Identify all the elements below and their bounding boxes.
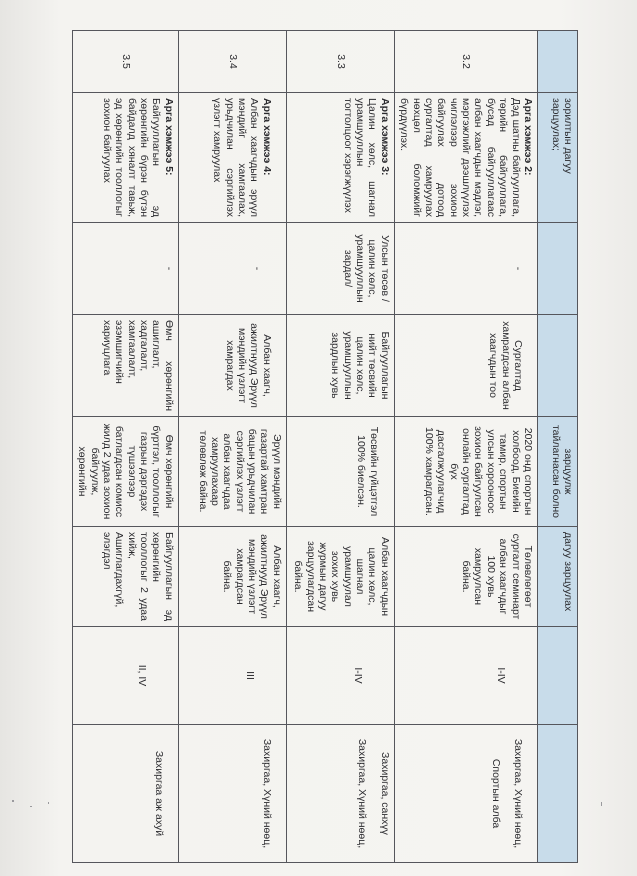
indicator-cell: Байгууллагын нийт төсвийн цалин хөлс, урамшууллын зардлын хувь bbox=[286, 315, 394, 417]
table-row bbox=[394, 31, 537, 863]
header-cell-action: зорилтын дагуу зарцуулах; bbox=[538, 93, 578, 223]
header-cell-period bbox=[538, 627, 578, 725]
action-cell bbox=[72, 93, 178, 223]
table-row bbox=[72, 31, 178, 863]
budget-cell: - bbox=[394, 223, 537, 315]
table-row bbox=[178, 31, 286, 863]
current-status-cell: Өмч хөрөнгийн бүртгэл, тооллогыг газрын дэргэдэх түшээлээр батлагдсан комисс жилд 2 удаа зохион байгуулж, хөрөнгийн bbox=[72, 417, 178, 527]
current-status-cell: Эрүүл мэндийн газартай хамтран бацын урьдчилан сэргийлэх үзлэгт албан хаагчдаа хамруулахаар төлөвлөж байна. bbox=[178, 417, 286, 527]
target-cell: Албан хаагчдын цалин хөлс, шагнал урамшуулал зохих хувь журмын дагуу зарцуулагдсан байна. bbox=[286, 527, 394, 627]
target-cell: Төлөвлөгөөт сургалт семинарт албан хаагчдыг 100 хувь хамруулсан байна. bbox=[394, 527, 537, 627]
action-title: Арга хэмжээ 3: bbox=[378, 98, 391, 176]
current-status-cell: 2020 онд спортын холбоод, Биеийн тамир, спортын улсын хорооноос зохион байгуулсан онлайн сургалтад бүх дасгалжуулагчид 100% хамрагдсан. bbox=[394, 417, 537, 527]
header-cell-current: зарцуулж тайлагнасан болно bbox=[538, 417, 578, 527]
responsible-cell bbox=[286, 725, 394, 863]
responsible-unit: Захиргаа аж ахуй bbox=[152, 750, 165, 837]
scan-speck bbox=[601, 802, 602, 806]
row-number: 3.3 bbox=[286, 31, 394, 93]
table-header-row bbox=[538, 31, 578, 863]
responsible-cell bbox=[72, 725, 178, 863]
period-cell: I-IV bbox=[286, 627, 394, 725]
header-cell-budget bbox=[538, 223, 578, 315]
plan-table bbox=[72, 30, 578, 863]
responsible-cell bbox=[178, 725, 286, 863]
action-cell bbox=[178, 93, 286, 223]
budget-cell: Улсын төсөв /цалин хөлс, урамшууллын зардал/ bbox=[286, 223, 394, 315]
action-title: Арга хэмжээ 2: bbox=[522, 98, 534, 176]
indicator-cell: Албан хаагч, ажилтнууд Эрүүл мэндийн үзлэгт хамрагдах bbox=[178, 315, 286, 417]
header-cell-num bbox=[538, 31, 578, 93]
table-row bbox=[286, 31, 394, 863]
period-cell: II, IV bbox=[72, 627, 178, 725]
action-description: Албан хаагчдын эрүүл мэндийг хамгаалах, урьдчилан сэргийлэх үзлэгт хамруулах bbox=[211, 98, 261, 217]
responsible-unit-secondary: Захиргаа, Хүний нөөц, bbox=[356, 738, 369, 849]
period-cell: I-IV bbox=[394, 627, 537, 725]
responsible-unit-secondary: Спортын алба bbox=[489, 758, 502, 829]
header-cell-indicator bbox=[538, 315, 578, 417]
scan-speck bbox=[48, 802, 49, 804]
target-cell: Байгууллагын эд хөрөнгийн тооллогыг 2 удаа хийж, Ашиглагдахгүй, элэгдэл bbox=[72, 527, 178, 627]
scan-speck bbox=[12, 800, 14, 802]
scan-speck bbox=[30, 806, 32, 807]
row-number: 3.4 bbox=[178, 31, 286, 93]
action-title: Арга хэмжээ 4: bbox=[260, 98, 273, 176]
responsible-unit: Захиргаа, Хүний нөөц, bbox=[260, 738, 273, 849]
row-number: 3.2 bbox=[394, 31, 537, 93]
header-cell-target: дагуу зарцуулах bbox=[538, 527, 578, 627]
current-status-cell: Төсвийн гүйцэтгэл 100% биелсэн. bbox=[286, 417, 394, 527]
period-cell: III bbox=[178, 627, 286, 725]
budget-cell: - bbox=[178, 223, 286, 315]
responsible-unit: Захиргаа, Хүний нөөц, bbox=[512, 738, 524, 849]
responsible-unit: Захиргаа, санхүү bbox=[378, 752, 391, 835]
action-cell bbox=[394, 93, 537, 223]
action-description: Дэд шатны байгууллага, төрийн байгууллага, бусад байгууллагаас албан хаагчдын мэдлэг, мэргэжлийг дээшлүүлэх чиглэлээр зохион байгуулах дотоод сургалтад хамруулах нөхцөл боломжийг бүрдүүлэх. bbox=[398, 98, 522, 217]
action-description: Байгууллагын эд хөрөнгийн бүрэн бүтэн байдалд хяналт тавьж, эд хөрөнгийн тооллогыг зохион байгуулах bbox=[101, 98, 163, 217]
action-title: Арга хэмжээ 5: bbox=[162, 98, 175, 176]
action-cell bbox=[286, 93, 394, 223]
action-description: Цалин хөлс, шагнал урамшууллын тогтолцоог хэрэгжүүлэх bbox=[341, 98, 379, 217]
responsible-cell bbox=[394, 725, 537, 863]
budget-cell: - bbox=[72, 223, 178, 315]
row-number: 3.5 bbox=[72, 31, 178, 93]
header-cell-source bbox=[538, 725, 578, 863]
target-cell: Албан хаагч, ажилтнууд Эрүүл мэндийн үзлэгт хамрагдсан байна. bbox=[178, 527, 286, 627]
rotated-document bbox=[76, 30, 578, 862]
indicator-cell: Сургалтад хамрагдсан албан хаагчдын тоо bbox=[394, 315, 537, 417]
indicator-cell: Өмч хөрөнгийн ашиглалт, хадгалалт, хамгаалалт, эзэмшигчийн хариуцлага bbox=[72, 315, 178, 417]
